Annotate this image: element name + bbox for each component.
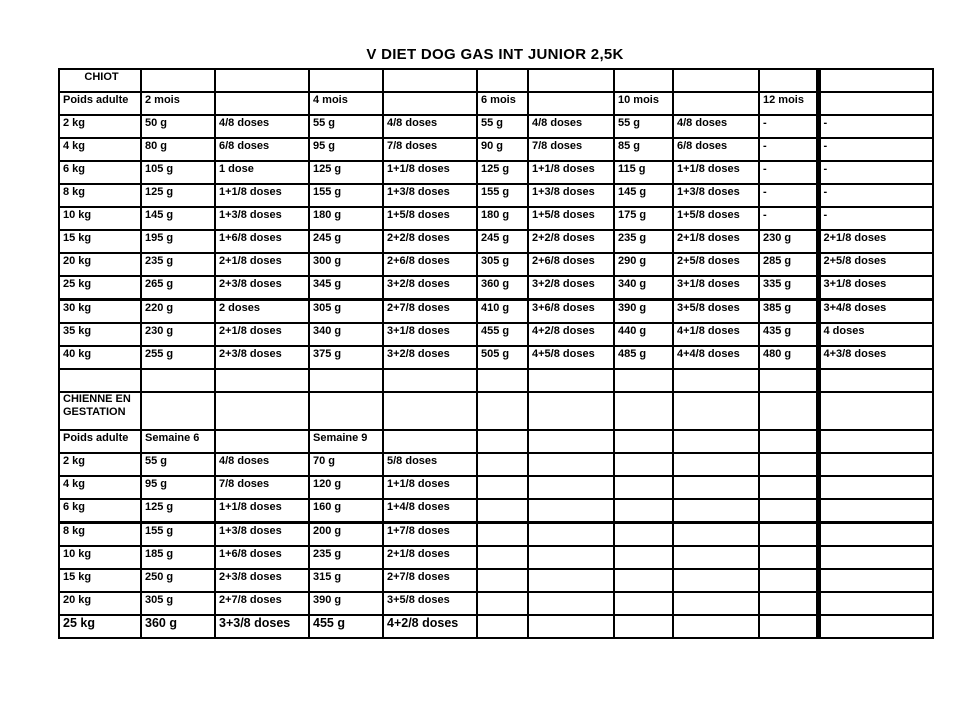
table-cell: 3+6/8 doses xyxy=(528,300,614,324)
table-cell: 3+2/8 doses xyxy=(383,276,477,300)
table-cell: 200 g xyxy=(309,523,383,547)
table-cell: 6 kg xyxy=(59,499,141,523)
table-cell: 305 g xyxy=(141,592,215,615)
table-cell xyxy=(673,592,759,615)
table-cell xyxy=(383,392,477,430)
table-cell: 1+3/8 doses xyxy=(383,184,477,207)
table-cell: 10 kg xyxy=(59,207,141,230)
table-cell: 455 g xyxy=(477,323,528,346)
table-cell: 12 mois xyxy=(759,92,818,115)
table-cell xyxy=(673,430,759,453)
table-cell xyxy=(818,430,933,453)
table-cell: 245 g xyxy=(309,230,383,253)
table-cell: 2+1/8 doses xyxy=(383,546,477,569)
table-cell: 2+3/8 doses xyxy=(215,569,309,592)
table-cell: 2+1/8 doses xyxy=(818,230,933,253)
table-cell: 95 g xyxy=(141,476,215,499)
table-cell: 6/8 doses xyxy=(673,138,759,161)
table-row xyxy=(59,161,933,184)
table-cell: 250 g xyxy=(141,569,215,592)
table-cell xyxy=(528,369,614,392)
table-cell: CHIENNE EN GESTATION xyxy=(59,392,141,430)
table-cell xyxy=(309,392,383,430)
table-cell: 375 g xyxy=(309,346,383,369)
table-cell: 2+2/8 doses xyxy=(528,230,614,253)
table-cell: - xyxy=(818,115,933,138)
table-cell: 360 g xyxy=(141,615,215,638)
table-cell: 1+3/8 doses xyxy=(215,207,309,230)
table-cell xyxy=(614,453,673,476)
table-cell: 2+7/8 doses xyxy=(383,569,477,592)
table-cell xyxy=(614,476,673,499)
table-cell: 385 g xyxy=(759,300,818,324)
table-cell: 90 g xyxy=(477,138,528,161)
table-cell xyxy=(673,499,759,523)
table-cell: 2+5/8 doses xyxy=(673,253,759,276)
table-row xyxy=(59,453,933,476)
table-cell: - xyxy=(759,184,818,207)
table-cell xyxy=(528,592,614,615)
table-cell xyxy=(818,476,933,499)
table-cell: 230 g xyxy=(141,323,215,346)
table-row xyxy=(59,300,933,324)
table-row xyxy=(59,184,933,207)
table-cell: 3+1/8 doses xyxy=(383,323,477,346)
table-cell xyxy=(477,615,528,638)
table-cell: 55 g xyxy=(614,115,673,138)
header-row xyxy=(59,430,933,453)
table-cell: 4+1/8 doses xyxy=(673,323,759,346)
table-row xyxy=(59,207,933,230)
feeding-table-body xyxy=(59,69,933,638)
table-cell: 95 g xyxy=(309,138,383,161)
table-cell: 455 g xyxy=(309,615,383,638)
table-cell: 145 g xyxy=(141,207,215,230)
table-cell: 2 kg xyxy=(59,453,141,476)
table-cell: 15 kg xyxy=(59,569,141,592)
table-cell: 4 doses xyxy=(818,323,933,346)
table-cell xyxy=(383,69,477,92)
table-cell: 1+1/8 doses xyxy=(383,476,477,499)
table-cell: 20 kg xyxy=(59,253,141,276)
table-cell xyxy=(477,523,528,547)
table-cell: 360 g xyxy=(477,276,528,300)
table-cell: 6 mois xyxy=(477,92,528,115)
table-cell xyxy=(759,546,818,569)
table-cell: 120 g xyxy=(309,476,383,499)
table-cell: 2+3/8 doses xyxy=(215,276,309,300)
table-cell: 25 kg xyxy=(59,276,141,300)
table-cell: 305 g xyxy=(309,300,383,324)
table-cell: 3+3/8 doses xyxy=(215,615,309,638)
table-row xyxy=(59,276,933,300)
table-cell: 55 g xyxy=(477,115,528,138)
table-cell xyxy=(528,430,614,453)
table-row xyxy=(59,523,933,547)
table-cell: - xyxy=(759,138,818,161)
table-cell xyxy=(818,569,933,592)
table-cell: 235 g xyxy=(614,230,673,253)
table-cell xyxy=(614,392,673,430)
table-cell: 345 g xyxy=(309,276,383,300)
table-cell xyxy=(528,569,614,592)
table-cell: 1+5/8 doses xyxy=(528,207,614,230)
table-cell xyxy=(141,392,215,430)
table-row xyxy=(59,230,933,253)
table-cell: 70 g xyxy=(309,453,383,476)
table-cell: 340 g xyxy=(614,276,673,300)
table-cell: 235 g xyxy=(309,546,383,569)
table-cell: 480 g xyxy=(759,346,818,369)
table-cell xyxy=(818,499,933,523)
table-cell xyxy=(477,476,528,499)
table-cell: 1+4/8 doses xyxy=(383,499,477,523)
table-cell xyxy=(759,453,818,476)
table-cell: 125 g xyxy=(309,161,383,184)
table-cell: 2+6/8 doses xyxy=(528,253,614,276)
table-cell: 435 g xyxy=(759,323,818,346)
table-cell xyxy=(614,369,673,392)
table-cell: 1+3/8 doses xyxy=(528,184,614,207)
table-cell: 2 kg xyxy=(59,115,141,138)
table-cell: 35 kg xyxy=(59,323,141,346)
table-cell: 2+6/8 doses xyxy=(383,253,477,276)
table-cell xyxy=(141,369,215,392)
table-cell xyxy=(215,392,309,430)
table-cell: 505 g xyxy=(477,346,528,369)
table-cell: 1+1/8 doses xyxy=(383,161,477,184)
table-cell xyxy=(309,69,383,92)
table-cell xyxy=(818,69,933,92)
table-cell: 4+4/8 doses xyxy=(673,346,759,369)
table-cell: 390 g xyxy=(309,592,383,615)
section-label-row xyxy=(59,392,933,430)
table-cell xyxy=(673,569,759,592)
table-cell: 2+1/8 doses xyxy=(673,230,759,253)
table-cell xyxy=(673,92,759,115)
table-cell xyxy=(818,369,933,392)
table-cell xyxy=(673,392,759,430)
table-cell: CHIOT xyxy=(59,69,141,92)
table-cell: 1+1/8 doses xyxy=(215,499,309,523)
table-row xyxy=(59,476,933,499)
table-cell: 2+2/8 doses xyxy=(383,230,477,253)
table-cell xyxy=(673,523,759,547)
table-cell: 50 g xyxy=(141,115,215,138)
table-cell xyxy=(477,69,528,92)
table-cell xyxy=(477,592,528,615)
table-cell xyxy=(759,476,818,499)
table-cell: 4+3/8 doses xyxy=(818,346,933,369)
table-cell xyxy=(383,430,477,453)
table-cell: Poids adulte xyxy=(59,430,141,453)
table-cell xyxy=(759,430,818,453)
table-cell: 2+1/8 doses xyxy=(215,323,309,346)
table-cell xyxy=(477,546,528,569)
table-cell: 55 g xyxy=(309,115,383,138)
table-cell: 230 g xyxy=(759,230,818,253)
table-cell xyxy=(614,523,673,547)
table-cell: 2+1/8 doses xyxy=(215,253,309,276)
table-cell: 20 kg xyxy=(59,592,141,615)
table-cell: 255 g xyxy=(141,346,215,369)
table-cell: 3+5/8 doses xyxy=(383,592,477,615)
table-cell: 155 g xyxy=(309,184,383,207)
table-cell: 4 kg xyxy=(59,138,141,161)
table-cell: 185 g xyxy=(141,546,215,569)
table-cell: 285 g xyxy=(759,253,818,276)
table-cell: 4/8 doses xyxy=(673,115,759,138)
table-cell: 3+4/8 doses xyxy=(818,300,933,324)
table-cell xyxy=(528,499,614,523)
table-cell xyxy=(215,430,309,453)
table-cell: 2+7/8 doses xyxy=(383,300,477,324)
table-cell: 7/8 doses xyxy=(383,138,477,161)
table-row xyxy=(59,346,933,369)
table-cell: 290 g xyxy=(614,253,673,276)
section-label-row xyxy=(59,69,933,92)
table-cell: 2+7/8 doses xyxy=(215,592,309,615)
table-cell: 3+2/8 doses xyxy=(528,276,614,300)
table-cell: Semaine 9 xyxy=(309,430,383,453)
table-cell xyxy=(215,69,309,92)
table-cell: 440 g xyxy=(614,323,673,346)
table-cell xyxy=(818,392,933,430)
table-cell: 115 g xyxy=(614,161,673,184)
table-cell xyxy=(759,392,818,430)
table-cell: - xyxy=(818,161,933,184)
table-cell: 2+3/8 doses xyxy=(215,346,309,369)
table-cell: Poids adulte xyxy=(59,92,141,115)
table-cell xyxy=(477,369,528,392)
table-cell xyxy=(759,523,818,547)
table-cell xyxy=(818,523,933,547)
table-cell: 4/8 doses xyxy=(383,115,477,138)
table-cell xyxy=(215,92,309,115)
table-cell xyxy=(673,69,759,92)
table-cell: 10 mois xyxy=(614,92,673,115)
table-cell: - xyxy=(818,138,933,161)
table-cell: 125 g xyxy=(141,499,215,523)
table-cell: 3+5/8 doses xyxy=(673,300,759,324)
table-cell: 315 g xyxy=(309,569,383,592)
table-cell xyxy=(528,615,614,638)
table-cell: 6 kg xyxy=(59,161,141,184)
table-cell: 4/8 doses xyxy=(528,115,614,138)
table-row xyxy=(59,615,933,638)
table-cell xyxy=(759,69,818,92)
table-cell: 7/8 doses xyxy=(528,138,614,161)
table-cell xyxy=(818,92,933,115)
feeding-table xyxy=(58,68,934,639)
table-cell xyxy=(818,546,933,569)
table-cell: - xyxy=(759,207,818,230)
table-cell: 8 kg xyxy=(59,523,141,547)
table-cell xyxy=(528,392,614,430)
table-cell xyxy=(673,453,759,476)
table-cell: 125 g xyxy=(477,161,528,184)
table-cell: 40 kg xyxy=(59,346,141,369)
table-cell xyxy=(477,569,528,592)
table-cell xyxy=(59,369,141,392)
table-row xyxy=(59,323,933,346)
table-cell: 155 g xyxy=(477,184,528,207)
table-cell: - xyxy=(759,115,818,138)
table-cell xyxy=(759,592,818,615)
table-cell: 7/8 doses xyxy=(215,476,309,499)
table-cell: 1+5/8 doses xyxy=(673,207,759,230)
table-cell xyxy=(673,369,759,392)
table-cell: 25 kg xyxy=(59,615,141,638)
table-cell xyxy=(673,615,759,638)
table-cell xyxy=(528,69,614,92)
table-cell: 3+2/8 doses xyxy=(383,346,477,369)
table-cell: 265 g xyxy=(141,276,215,300)
table-cell: 4/8 doses xyxy=(215,115,309,138)
table-cell: 1+6/8 doses xyxy=(215,546,309,569)
table-cell: 105 g xyxy=(141,161,215,184)
table-row xyxy=(59,253,933,276)
table-cell: 180 g xyxy=(309,207,383,230)
table-cell xyxy=(614,615,673,638)
table-cell: Semaine 6 xyxy=(141,430,215,453)
spacer-row xyxy=(59,369,933,392)
table-cell xyxy=(759,369,818,392)
table-cell: 55 g xyxy=(141,453,215,476)
table-cell xyxy=(818,453,933,476)
table-cell: 485 g xyxy=(614,346,673,369)
table-row xyxy=(59,115,933,138)
table-cell: 30 kg xyxy=(59,300,141,324)
table-cell xyxy=(215,369,309,392)
table-cell xyxy=(141,69,215,92)
table-cell: 3+1/8 doses xyxy=(673,276,759,300)
table-cell: 15 kg xyxy=(59,230,141,253)
table-cell xyxy=(673,476,759,499)
table-cell: 2 doses xyxy=(215,300,309,324)
table-cell: 80 g xyxy=(141,138,215,161)
table-cell: 4+2/8 doses xyxy=(528,323,614,346)
table-cell xyxy=(759,615,818,638)
table-cell: - xyxy=(759,161,818,184)
table-cell xyxy=(383,369,477,392)
table-cell xyxy=(477,453,528,476)
table-cell: 340 g xyxy=(309,323,383,346)
table-cell: 1 dose xyxy=(215,161,309,184)
table-cell: - xyxy=(818,184,933,207)
table-cell: 2 mois xyxy=(141,92,215,115)
table-cell: 195 g xyxy=(141,230,215,253)
table-cell xyxy=(477,392,528,430)
document-title: V DIET DOG GAS INT JUNIOR 2,5K xyxy=(366,46,624,63)
table-cell: 175 g xyxy=(614,207,673,230)
table-cell: 6/8 doses xyxy=(215,138,309,161)
header-row xyxy=(59,92,933,115)
table-cell xyxy=(528,476,614,499)
table-cell: 300 g xyxy=(309,253,383,276)
table-row xyxy=(59,138,933,161)
table-cell xyxy=(528,523,614,547)
table-cell: 10 kg xyxy=(59,546,141,569)
table-cell xyxy=(614,592,673,615)
table-cell: 1+6/8 doses xyxy=(215,230,309,253)
table-cell xyxy=(528,92,614,115)
table-cell: 4/8 doses xyxy=(215,453,309,476)
table-cell: 4 kg xyxy=(59,476,141,499)
table-cell: 220 g xyxy=(141,300,215,324)
table-cell: 235 g xyxy=(141,253,215,276)
table-cell: - xyxy=(818,207,933,230)
table-cell: 5/8 doses xyxy=(383,453,477,476)
table-cell: 4+5/8 doses xyxy=(528,346,614,369)
table-cell: 180 g xyxy=(477,207,528,230)
table-cell: 1+3/8 doses xyxy=(215,523,309,547)
table-cell: 1+1/8 doses xyxy=(673,161,759,184)
table-cell: 305 g xyxy=(477,253,528,276)
table-cell xyxy=(759,499,818,523)
table-cell xyxy=(477,430,528,453)
table-cell xyxy=(759,569,818,592)
table-cell xyxy=(309,369,383,392)
table-cell: 245 g xyxy=(477,230,528,253)
table-cell: 390 g xyxy=(614,300,673,324)
table-cell: 155 g xyxy=(141,523,215,547)
table-cell xyxy=(673,546,759,569)
table-cell: 1+7/8 doses xyxy=(383,523,477,547)
table-cell xyxy=(614,569,673,592)
table-cell: 3+1/8 doses xyxy=(818,276,933,300)
table-cell: 4 mois xyxy=(309,92,383,115)
table-cell: 1+5/8 doses xyxy=(383,207,477,230)
table-cell xyxy=(818,615,933,638)
table-cell: 125 g xyxy=(141,184,215,207)
table-cell xyxy=(614,69,673,92)
table-cell: 8 kg xyxy=(59,184,141,207)
table-row xyxy=(59,546,933,569)
table-cell: 145 g xyxy=(614,184,673,207)
table-cell: 85 g xyxy=(614,138,673,161)
table-cell xyxy=(528,546,614,569)
table-cell: 335 g xyxy=(759,276,818,300)
table-cell: 4+2/8 doses xyxy=(383,615,477,638)
table-cell: 160 g xyxy=(309,499,383,523)
table-cell xyxy=(614,546,673,569)
table-cell: 2+5/8 doses xyxy=(818,253,933,276)
table-cell xyxy=(383,92,477,115)
table-cell: 1+3/8 doses xyxy=(673,184,759,207)
table-cell xyxy=(818,592,933,615)
table-row xyxy=(59,592,933,615)
table-cell xyxy=(477,499,528,523)
table-row xyxy=(59,569,933,592)
table-cell: 410 g xyxy=(477,300,528,324)
table-row xyxy=(59,499,933,523)
table-cell xyxy=(614,499,673,523)
table-cell: 1+1/8 doses xyxy=(215,184,309,207)
table-cell xyxy=(614,430,673,453)
table-cell xyxy=(528,453,614,476)
table-cell: 1+1/8 doses xyxy=(528,161,614,184)
